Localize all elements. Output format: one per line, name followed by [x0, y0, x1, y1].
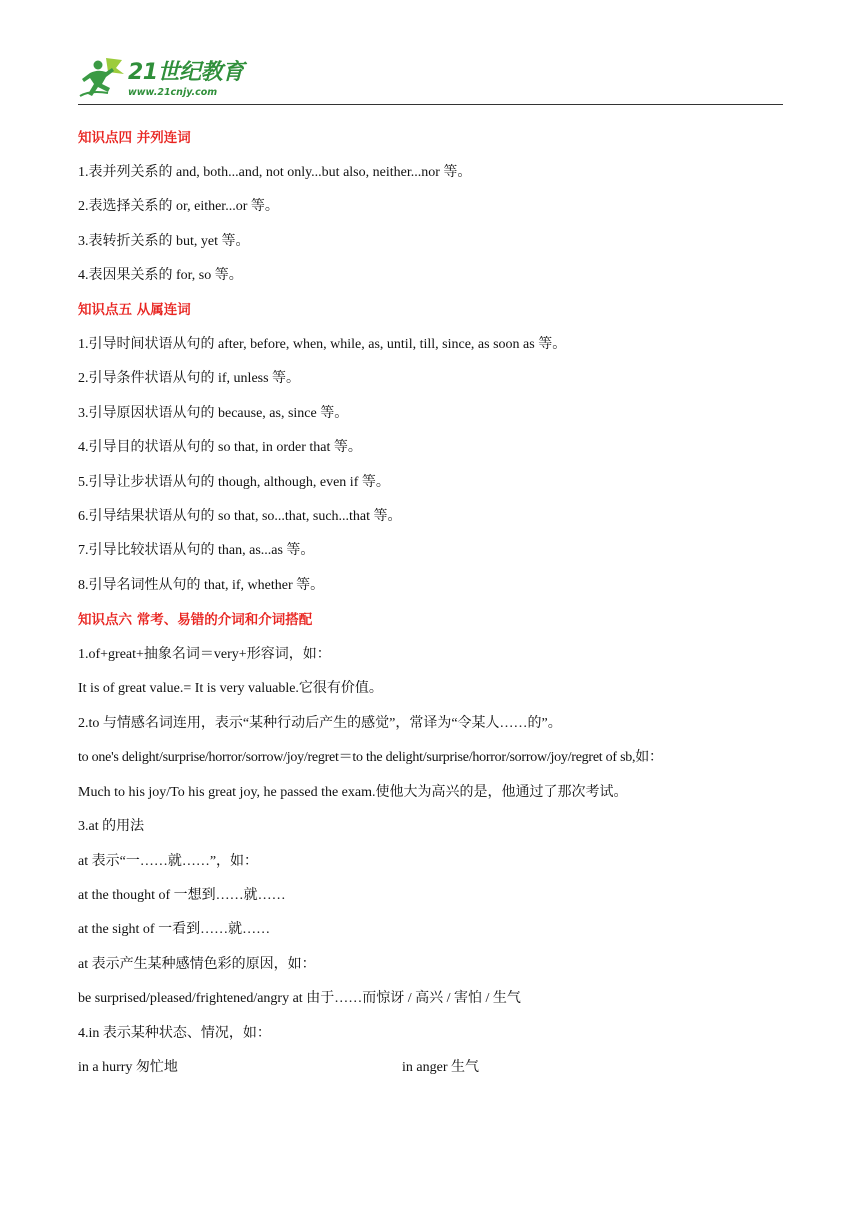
list-item: 2.表选择关系的 or, either...or 等。: [78, 199, 279, 214]
text-line: 2.to 与情感名词连用，表示“某种行动后产生的感觉”，常译为“令某人……的”。: [78, 716, 562, 731]
list-item: 7.引导比较状语从句的 than, as...as 等。: [78, 543, 315, 558]
site-logo: [78, 56, 258, 104]
phrase-left: in a hurry 匆忙地: [78, 1060, 178, 1075]
text-line: at 表示“一……就……”，如：: [78, 854, 259, 869]
list-item: 3.引导原因状语从句的 because, as, since 等。: [78, 406, 349, 421]
list-item: 1.引导时间状语从句的 after, before, when, while, as, until, till, since, as soon as 等。: [78, 337, 567, 352]
section-heading: 知识点四 并列连词: [78, 130, 191, 146]
text-line: be surprised/pleased/frightened/angry at 由于……而惊讶 / 高兴 / 害怕 / 生气: [78, 991, 521, 1006]
text-line: 3.at 的用法: [78, 819, 145, 834]
list-item: 4.引导目的状语从句的 so that, in order that 等。: [78, 440, 362, 455]
list-item: 8.引导名词性从句的 that, if, whether 等。: [78, 578, 325, 593]
text-line: 4.in 表示某种状态、情况，如：: [78, 1026, 271, 1041]
phrase-right: in anger 生气: [402, 1060, 479, 1075]
section-heading: 知识点五 从属连词: [78, 302, 191, 318]
list-item: 4.表因果关系的 for, so 等。: [78, 268, 243, 283]
text-line: at the sight of 一看到……就……: [78, 922, 271, 937]
list-item: 2.引导条件状语从句的 if, unless 等。: [78, 371, 301, 386]
text-line: Much to his joy/To his great joy, he passed the exam.使他大为高兴的是，他通过了那次考试。: [78, 785, 628, 800]
section-heading: 知识点六 常考、易错的介词和介词搭配: [78, 612, 313, 628]
logo-url: www.21cnjy.com: [128, 87, 218, 98]
text-line: It is of great value.= It is very valuable.它很有价值。: [78, 681, 383, 696]
list-item: 5.引导让步状语从句的 though, although, even if 等。: [78, 475, 390, 490]
runner-logo-icon: [78, 56, 130, 102]
text-line: to one's delight/surprise/horror/sorrow/joy/regret＝to the delight/surprise/horror/sorrow/joy/regret of sb,如：: [78, 750, 663, 765]
logo-title: 21世纪教育: [128, 60, 244, 85]
list-item: 3.表转折关系的 but, yet 等。: [78, 234, 250, 249]
list-item: 6.引导结果状语从句的 so that, so...that, such...that 等。: [78, 509, 402, 524]
two-column-row: [78, 1058, 778, 1078]
text-line: 1.of+great+抽象名词＝very+形容词，如：: [78, 647, 331, 662]
text-line: at 表示产生某种感情色彩的原因，如：: [78, 957, 316, 972]
page-header: [78, 56, 783, 105]
text-line: at the thought of 一想到……就……: [78, 888, 286, 903]
list-item: 1.表并列关系的 and, both...and, not only...but also, neither...nor 等。: [78, 165, 472, 180]
